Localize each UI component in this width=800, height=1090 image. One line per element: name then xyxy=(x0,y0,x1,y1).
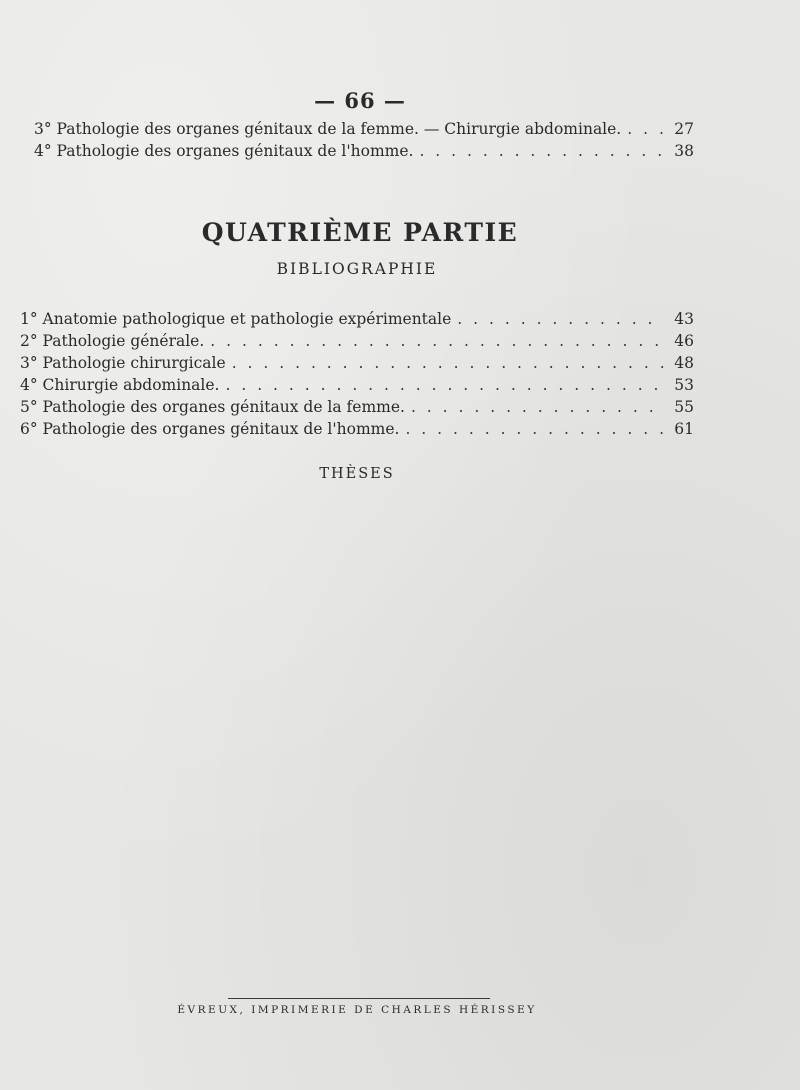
toc-entry-page: 55 xyxy=(674,398,694,416)
toc-entry-page: 38 xyxy=(674,142,694,160)
toc-entry-page: 61 xyxy=(674,420,694,438)
leader-dots xyxy=(451,310,664,328)
leader-dots xyxy=(226,354,664,372)
toc-entry xyxy=(20,354,694,376)
footer-rule xyxy=(228,998,490,999)
toc-entry-page: 27 xyxy=(674,120,694,138)
toc-entry-page: 43 xyxy=(674,310,694,328)
leader-dots xyxy=(399,420,664,438)
toc-entry-label: 6° Pathologie des organes génitaux de l'homme. xyxy=(20,420,400,438)
section-subtitle: BIBLIOGRAPHIE xyxy=(276,260,438,278)
leader-dots xyxy=(204,332,664,350)
toc-entry-page: 53 xyxy=(674,376,694,394)
toc-top-list xyxy=(34,120,694,164)
toc-entry xyxy=(20,376,694,398)
toc-entry-label: 5° Pathologie des organes génitaux de la femme. xyxy=(20,398,405,416)
toc-entry-page: 48 xyxy=(674,354,694,372)
toc-entry xyxy=(34,142,694,164)
toc-entry xyxy=(20,398,694,420)
toc-entry-label: 2° Pathologie générale. xyxy=(20,332,205,350)
printer-imprint: ÉVREUX, IMPRIMERIE DE CHARLES HÉRISSEY xyxy=(177,1004,537,1016)
toc-entry-label: 4° Pathologie des organes génitaux de l'homme. xyxy=(34,142,414,160)
toc-entry-label: 3° Pathologie chirurgicale xyxy=(20,354,226,372)
toc-entry xyxy=(34,120,694,142)
toc-entry xyxy=(20,332,694,354)
leader-dots xyxy=(219,376,664,394)
toc-entry xyxy=(20,310,694,332)
toc-entry-label: 4° Chirurgie abdominale. xyxy=(20,376,220,394)
toc-bibliography-list xyxy=(20,310,694,442)
part-title: QUATRIÈME PARTIE xyxy=(201,218,519,247)
leader-dots xyxy=(413,142,664,160)
toc-entry-label: 1° Anatomie pathologique et pathologie expérimentale xyxy=(20,310,452,328)
leader-dots xyxy=(621,120,664,138)
toc-entry-page: 46 xyxy=(674,332,694,350)
toc-entry-label: 3° Pathologie des organes génitaux de la femme. — Chirurgie abdominale. xyxy=(34,120,622,138)
leader-dots xyxy=(405,398,664,416)
page-number: — 66 — xyxy=(314,88,406,113)
theses-heading: THÈSES xyxy=(319,466,395,482)
toc-entry xyxy=(20,420,694,442)
